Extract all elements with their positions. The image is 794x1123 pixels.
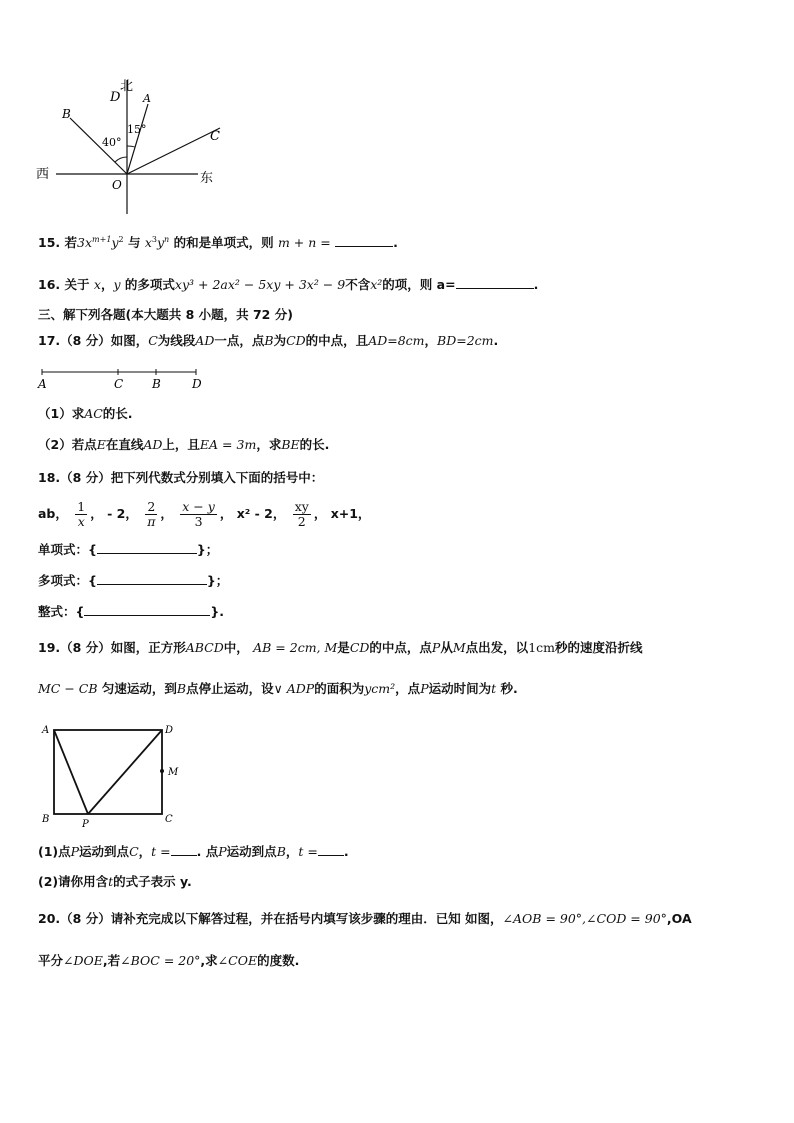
q15-pre: 若 (64, 235, 78, 250)
q18-xp1: x+1， (330, 506, 371, 521)
q17-b: B (264, 333, 274, 348)
q19-p2: P (420, 681, 429, 696)
q20-l2d: 的度数. (257, 953, 300, 968)
q19-s1p: P (70, 844, 80, 859)
q15-exp2: 2 (118, 234, 124, 244)
q19-s2t: t (108, 874, 114, 889)
q19-sub1 (38, 843, 349, 860)
seg-label-d: D (192, 377, 202, 391)
q17-ad2: AD (143, 437, 163, 452)
q18-polynomial-row (38, 572, 228, 589)
q20-doe: ∠DOE (63, 953, 103, 968)
q17-segment-figure (34, 362, 214, 392)
q19-speed: 1cm (528, 640, 555, 655)
q17-end: . (493, 333, 499, 348)
q19-s1comma: ， (138, 844, 152, 859)
q19-blank-b[interactable] (318, 843, 344, 856)
q19-blank-c[interactable] (171, 843, 197, 856)
q18-x2m2: x² - 2， (236, 506, 286, 521)
sq-label-b: B (42, 814, 50, 825)
question-15 (38, 234, 398, 251)
q16-y: y (113, 277, 121, 292)
q19-p: P (431, 640, 441, 655)
q20-head: 20.（8 分）请补充完成以下解答过程，并在括号内填写该步骤的理由．已知 如图， (38, 911, 503, 926)
section-3-title: 三、解下列各题(本大题共 8 小题，共 72 分) (38, 307, 293, 322)
q19-s1f: ， (285, 844, 299, 859)
q18-poly: 多项式：{ (38, 573, 97, 588)
frac1-den: x (77, 514, 85, 529)
q17-ad: AD (195, 333, 215, 348)
q18-poly-end: }； (206, 573, 229, 588)
q19-t1: 中， (223, 640, 249, 655)
angle-arc-40 (115, 157, 127, 162)
q19-abcd: ABCD (185, 640, 224, 655)
q20-coe: ∠COE (217, 953, 258, 968)
label-c: C (210, 129, 220, 144)
q15-y2: y (156, 235, 165, 250)
q17-p1b: 的长. (102, 406, 133, 421)
q19-t4: 从 (440, 640, 453, 655)
q19-t2: 是 (337, 640, 350, 655)
integral-blank[interactable] (84, 603, 210, 616)
q17-t4: 的中点，且 (305, 333, 369, 348)
q19-line1 (38, 640, 643, 656)
question-16 (38, 276, 538, 293)
point-m (160, 769, 164, 773)
q19-s1g: . (343, 844, 349, 859)
q17-part2 (38, 437, 329, 453)
q16-text2: 的多项式 (124, 277, 175, 292)
q16-x2: x² (370, 277, 383, 292)
frac4-num: xy (294, 499, 309, 514)
q16-text3: 不含 (345, 277, 371, 292)
q19-t9: 的面积为 (314, 681, 365, 696)
q19-s2b: 的式子表示 y. (113, 874, 192, 889)
q18-monomial-row (38, 541, 218, 558)
q18-c1: ， (90, 506, 103, 521)
sq-label-m: M (168, 767, 179, 778)
q17-t1: 为线段 (157, 333, 196, 348)
q17-ea: EA = 3m (199, 437, 257, 452)
q18-whole-end: }. (210, 604, 225, 619)
sq-label-p: P (82, 819, 89, 830)
monomial-blank[interactable] (97, 541, 197, 554)
q16-x: x (93, 277, 101, 292)
fraction-1-over-x (75, 500, 87, 529)
q19-t11: 运动时间为 (428, 681, 492, 696)
q19-s1p2: P (218, 844, 227, 859)
q15-answer-blank[interactable] (335, 234, 393, 247)
frac3-den: 3 (194, 514, 203, 529)
q17-p2: （2）若点 (38, 437, 97, 452)
q19-tri: ∨ ADP (273, 681, 315, 696)
q17-eq1: AD=8cm (368, 333, 425, 348)
label-15: 15° (127, 123, 147, 136)
fraction-2-over-pi (145, 500, 157, 529)
angle-arc-15 (127, 146, 135, 147)
q19-s1b: 运动到点 (79, 844, 130, 859)
q19-t7: 匀速运动，到 (101, 681, 177, 696)
q17-ac: AC (84, 406, 103, 421)
q18-whole: 整式：{ (38, 604, 85, 619)
q20-l2c: ,求 (200, 953, 218, 968)
seg-label-c: C (114, 377, 124, 391)
q19-s1a: (1)点 (38, 844, 71, 859)
sq-label-d: D (165, 725, 174, 736)
q19-s1t: t = (151, 844, 171, 859)
q17-cd: CD (286, 333, 306, 348)
label-west: 西 (36, 167, 50, 182)
label-east: 东 (200, 171, 214, 186)
q19-path: MC − CB (38, 681, 98, 696)
q17-eq2: BD=2cm (437, 333, 494, 348)
q15-exp4: n (164, 234, 170, 244)
frac4-den: 2 (297, 514, 306, 529)
q16-text4: 的项，则 a= (382, 277, 456, 292)
frac3-num: x − y (182, 499, 215, 514)
q19-cd: CD (349, 640, 370, 655)
q19-sub2 (38, 874, 192, 890)
q15-exp3: 3 (151, 234, 157, 244)
q18-c3: ， (219, 506, 233, 521)
q15-num: 15. (38, 235, 61, 250)
sq-label-a: A (42, 725, 50, 736)
segment-pd (88, 730, 162, 814)
segment-ap (54, 730, 88, 814)
q19-t10: ，点 (395, 681, 421, 696)
q18-ab: ab， (38, 506, 68, 521)
polynomial-blank[interactable] (97, 572, 207, 585)
q17-t3: 为 (273, 333, 287, 348)
q15-mid: 与 (127, 235, 141, 250)
q18-integral-row (38, 603, 224, 620)
q18-head: 18.（8 分）把下列代数式分别填入下面的括号中： (38, 470, 324, 485)
q19-b: B (176, 681, 187, 696)
q16-end: . (533, 277, 539, 292)
question-17 (38, 333, 498, 349)
q17-t2: 一点，点 (214, 333, 265, 348)
label-40: 40° (102, 136, 122, 149)
q15-expr1: 3x (77, 235, 93, 250)
q15-expr2: x (144, 235, 152, 250)
q19-line2 (38, 681, 518, 697)
seg-label-a: A (38, 377, 47, 391)
fraction-xy-over-2 (293, 500, 311, 529)
q16-answer-blank[interactable] (456, 276, 534, 289)
q19-m: M (452, 640, 466, 655)
q19-s1d: . 点 (196, 844, 219, 859)
q19-s1b-pt: B (276, 844, 286, 859)
q17-be: BE (281, 437, 300, 452)
label-north: 北 (120, 79, 134, 94)
q19-t6: 秒的速度沿折线 (555, 640, 643, 655)
ray-oa (127, 104, 148, 174)
label-d: D (110, 90, 121, 105)
sq-label-c: C (165, 814, 173, 825)
q20-line1 (38, 911, 692, 927)
q19-s1c: C (129, 844, 139, 859)
label-b: B (62, 107, 71, 121)
frac1-num: 1 (77, 499, 86, 514)
q16-num: 16. (38, 277, 61, 292)
q19-t5: 点出发，以 (465, 640, 529, 655)
seg-label-b: B (152, 377, 161, 391)
q15-mn: m + n = (277, 235, 331, 250)
q15-exp1: m+1 (92, 234, 112, 244)
q17-p1: （1）求 (38, 406, 85, 421)
q17-p2e: 的长. (299, 437, 330, 452)
q19-s2a: (2)请你用含 (38, 874, 109, 889)
q19-s1e: 运动到点 (226, 844, 277, 859)
q19-ycm: ycm² (364, 681, 396, 696)
q18-c4: ， (313, 506, 327, 521)
q17-part1 (38, 406, 133, 422)
q19-eq: AB = 2cm, M (253, 640, 338, 655)
q20-l2a: 平分 (38, 953, 64, 968)
q18-c2: ， (160, 506, 173, 521)
q19-t: t (491, 681, 497, 696)
q17-p2d: ，求 (256, 437, 282, 452)
q19-t3: 的中点，点 (369, 640, 432, 655)
q18-mono-end: }； (196, 542, 219, 557)
q19-t12: 秒. (500, 681, 518, 696)
q17-c: C (148, 333, 158, 348)
square-figure (36, 720, 196, 832)
q20-oa: ,OA (666, 911, 692, 926)
q18-expressions (38, 494, 370, 534)
q17-sep: ， (424, 333, 438, 348)
q19-head: 19.（8 分）如图，正方形 (38, 640, 186, 655)
fraction-xy-over-3 (180, 500, 217, 529)
q17-p2c: 上，且 (162, 437, 200, 452)
label-a: A (143, 92, 151, 105)
q15-post: 的和是单项式，则 (173, 235, 274, 250)
q20-aob: ∠AOB = 90°,∠COD = 90° (502, 911, 667, 926)
q16-comma: ， (100, 277, 114, 292)
q16-text1: 关于 (64, 277, 90, 292)
q18-mono: 单项式：{ (38, 542, 97, 557)
q16-poly: xy³ + 2ax² − 5xy + 3x² − 9 (174, 277, 346, 292)
q20-line2 (38, 953, 299, 969)
q20-boc: ∠BOC = 20° (120, 953, 201, 968)
q15-y: y (111, 235, 119, 250)
label-o: O (112, 178, 122, 192)
q18-m2: - 2， (107, 506, 138, 521)
frac2-num: 2 (145, 500, 157, 515)
q19-t8: 点停止运动，设 (186, 681, 274, 696)
q19-s1t2: t = (298, 844, 318, 859)
q17-p2b: 在直线 (105, 437, 144, 452)
frac2-den: π (147, 514, 156, 529)
q20-l2b: ,若 (102, 953, 121, 968)
q17-head: 17.（8 分）如图， (38, 333, 149, 348)
compass-figure (30, 74, 230, 220)
q17-e: E (96, 437, 106, 452)
q15-end: . (393, 235, 398, 250)
